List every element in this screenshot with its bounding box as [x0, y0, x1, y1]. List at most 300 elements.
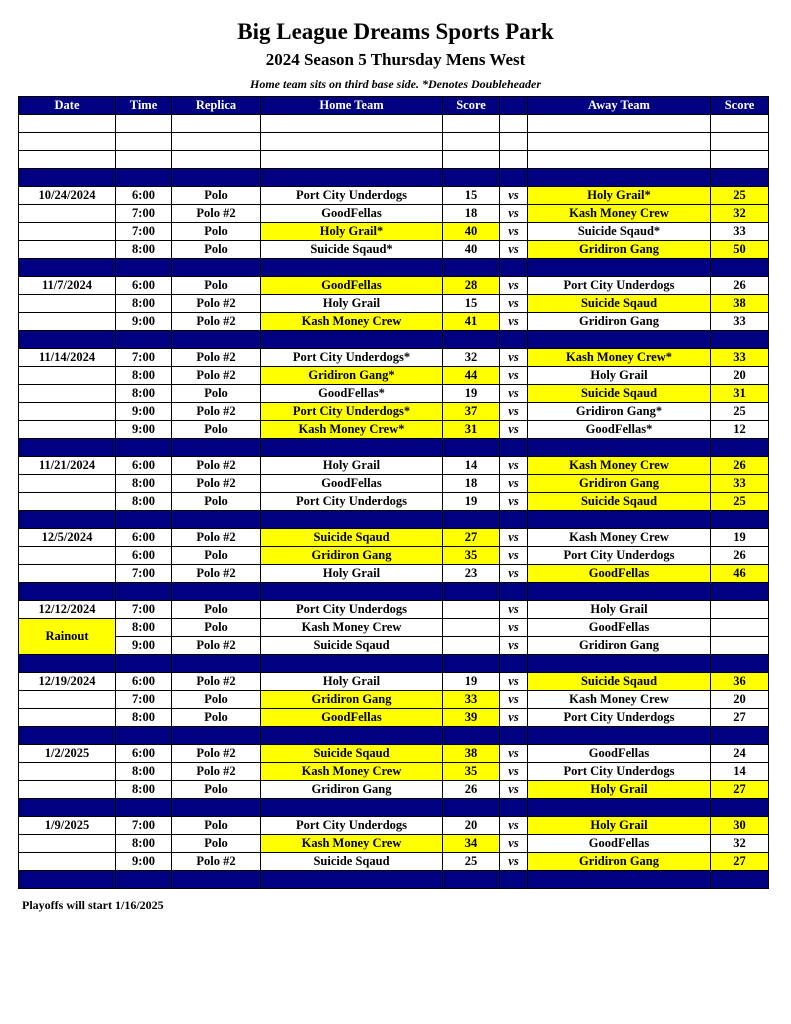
time-cell: 7:00 [116, 817, 172, 835]
separator-cell [261, 727, 443, 745]
game-row [19, 385, 769, 403]
vs-header [500, 97, 528, 115]
home-team-cell: Holy Grail [261, 565, 443, 583]
blank-row [19, 115, 769, 133]
separator-cell [19, 727, 116, 745]
home-score-cell: 38 [443, 745, 500, 763]
away-team-cell: GoodFellas* [528, 421, 711, 439]
away-score-cell: 20 [711, 367, 769, 385]
separator-cell [500, 799, 528, 817]
away-team-cell: Kash Money Crew* [528, 349, 711, 367]
home-score-cell: 32 [443, 349, 500, 367]
away-team-cell: Port City Underdogs [528, 763, 711, 781]
date-cell [19, 295, 116, 313]
time-cell: 6:00 [116, 457, 172, 475]
date-cell [19, 385, 116, 403]
separator-cell [19, 169, 116, 187]
game-row [19, 241, 769, 259]
home-team-cell: Port City Underdogs* [261, 403, 443, 421]
separator-cell [443, 511, 500, 529]
game-row [19, 709, 769, 727]
time-cell: 8:00 [116, 619, 172, 637]
separator-row [19, 259, 769, 277]
blank-cell [443, 133, 500, 151]
separator-cell [116, 511, 172, 529]
vs-cell: vs [500, 187, 528, 205]
home-team-cell: Gridiron Gang [261, 781, 443, 799]
game-row [19, 493, 769, 511]
time-cell: 8:00 [116, 835, 172, 853]
home-team-cell: Gridiron Gang [261, 691, 443, 709]
home-score-cell: 19 [443, 385, 500, 403]
time-cell: 8:00 [116, 781, 172, 799]
date-cell [19, 241, 116, 259]
replica-cell: Polo [172, 781, 261, 799]
home-score-cell [443, 601, 500, 619]
away-score-cell: 19 [711, 529, 769, 547]
blank-cell [261, 151, 443, 169]
away-score-cell: 12 [711, 421, 769, 439]
date-cell [19, 781, 116, 799]
date-cell [19, 367, 116, 385]
replica-cell: Polo [172, 241, 261, 259]
separator-cell [19, 259, 116, 277]
date-cell [19, 205, 116, 223]
home-team-cell: GoodFellas [261, 709, 443, 727]
time-cell: 8:00 [116, 367, 172, 385]
game-row [19, 457, 769, 475]
time-cell: 8:00 [116, 241, 172, 259]
blank-cell [443, 115, 500, 133]
home-team-cell: Holy Grail* [261, 223, 443, 241]
separator-cell [443, 169, 500, 187]
separator-cell [261, 169, 443, 187]
away-team-cell: Port City Underdogs [528, 547, 711, 565]
header-row [19, 97, 769, 115]
separator-cell [528, 169, 711, 187]
replica-cell: Polo #2 [172, 295, 261, 313]
separator-cell [116, 439, 172, 457]
separator-row [19, 871, 769, 889]
away-score-cell: 33 [711, 313, 769, 331]
home-score-cell: 34 [443, 835, 500, 853]
separator-cell [528, 259, 711, 277]
away-team-cell: Holy Grail [528, 367, 711, 385]
separator-cell [172, 169, 261, 187]
replica-cell: Polo #2 [172, 475, 261, 493]
time-cell: 8:00 [116, 475, 172, 493]
rainout-badge: Rainout [19, 619, 116, 655]
home-team-cell: GoodFellas* [261, 385, 443, 403]
vs-cell: vs [500, 637, 528, 655]
away-team-cell: Gridiron Gang [528, 313, 711, 331]
time-cell: 7:00 [116, 205, 172, 223]
away-team-cell: Gridiron Gang* [528, 403, 711, 421]
vs-cell: vs [500, 835, 528, 853]
away-score-cell: 26 [711, 457, 769, 475]
separator-cell [172, 439, 261, 457]
home-team-cell: Kash Money Crew [261, 313, 443, 331]
home-score-cell: 40 [443, 223, 500, 241]
separator-cell [116, 583, 172, 601]
replica-cell: Polo [172, 601, 261, 619]
away-score-cell: 26 [711, 277, 769, 295]
separator-cell [172, 331, 261, 349]
vs-cell: vs [500, 475, 528, 493]
home-score-cell: 44 [443, 367, 500, 385]
blank-cell [19, 133, 116, 151]
vs-cell: vs [500, 367, 528, 385]
blank-row [19, 133, 769, 151]
game-row [19, 421, 769, 439]
game-row [19, 295, 769, 313]
home-team-cell: Kash Money Crew [261, 835, 443, 853]
blank-cell [116, 133, 172, 151]
blank-cell [500, 133, 528, 151]
separator-cell [528, 655, 711, 673]
home-score-cell: 31 [443, 421, 500, 439]
replica-cell: Polo [172, 385, 261, 403]
away-score-cell: 32 [711, 205, 769, 223]
separator-cell [172, 799, 261, 817]
away-team-cell: Kash Money Crew [528, 457, 711, 475]
vs-cell: vs [500, 403, 528, 421]
separator-cell [711, 799, 769, 817]
home-team-cell: Kash Money Crew [261, 619, 443, 637]
away-score-header: Score [711, 97, 769, 115]
blank-cell [528, 151, 711, 169]
away-team-cell: Holy Grail* [528, 187, 711, 205]
separator-cell [711, 439, 769, 457]
replica-cell: Polo [172, 421, 261, 439]
separator-cell [711, 655, 769, 673]
date-cell [19, 853, 116, 871]
replica-cell: Polo [172, 835, 261, 853]
date-cell: 1/9/2025 [19, 817, 116, 835]
replica-cell: Polo #2 [172, 367, 261, 385]
home-team-cell: Port City Underdogs* [261, 349, 443, 367]
home-score-cell: 41 [443, 313, 500, 331]
separator-cell [261, 583, 443, 601]
separator-cell [500, 169, 528, 187]
separator-cell [711, 169, 769, 187]
blank-cell [711, 115, 769, 133]
game-row [19, 367, 769, 385]
away-score-cell: 33 [711, 223, 769, 241]
away-score-cell: 38 [711, 295, 769, 313]
home-team-cell: Holy Grail [261, 457, 443, 475]
away-score-cell: 26 [711, 547, 769, 565]
separator-cell [116, 655, 172, 673]
home-team-header: Home Team [261, 97, 443, 115]
date-cell: 12/19/2024 [19, 673, 116, 691]
replica-cell: Polo #2 [172, 205, 261, 223]
separator-cell [172, 727, 261, 745]
separator-cell [116, 871, 172, 889]
time-cell: 6:00 [116, 547, 172, 565]
separator-cell [500, 871, 528, 889]
vs-cell: vs [500, 763, 528, 781]
date-cell: 11/21/2024 [19, 457, 116, 475]
vs-cell: vs [500, 349, 528, 367]
away-team-cell: Suicide Sqaud [528, 493, 711, 511]
separator-row [19, 169, 769, 187]
date-cell [19, 565, 116, 583]
schedule-table [18, 96, 769, 889]
separator-cell [19, 799, 116, 817]
away-team-cell: Suicide Sqaud [528, 385, 711, 403]
game-row [19, 547, 769, 565]
separator-cell [172, 655, 261, 673]
home-score-cell: 40 [443, 241, 500, 259]
time-cell: 9:00 [116, 637, 172, 655]
away-team-cell: Holy Grail [528, 817, 711, 835]
replica-header: Replica [172, 97, 261, 115]
separator-cell [19, 511, 116, 529]
game-row [19, 205, 769, 223]
date-cell: 1/2/2025 [19, 745, 116, 763]
game-row [19, 745, 769, 763]
separator-cell [500, 583, 528, 601]
away-team-cell: Suicide Sqaud [528, 295, 711, 313]
vs-cell: vs [500, 601, 528, 619]
blank-cell [443, 151, 500, 169]
away-team-cell: GoodFellas [528, 745, 711, 763]
game-row [19, 277, 769, 295]
date-header: Date [19, 97, 116, 115]
vs-cell: vs [500, 223, 528, 241]
home-team-cell: Gridiron Gang* [261, 367, 443, 385]
home-team-cell: Suicide Sqaud [261, 853, 443, 871]
home-score-cell: 18 [443, 205, 500, 223]
separator-cell [443, 331, 500, 349]
home-score-cell: 18 [443, 475, 500, 493]
vs-cell: vs [500, 781, 528, 799]
separator-cell [711, 727, 769, 745]
home-score-cell [443, 637, 500, 655]
separator-cell [443, 259, 500, 277]
separator-cell [116, 259, 172, 277]
time-cell: 9:00 [116, 403, 172, 421]
date-cell: 11/7/2024 [19, 277, 116, 295]
replica-cell: Polo #2 [172, 457, 261, 475]
replica-cell: Polo [172, 817, 261, 835]
playoffs-note: Playoffs will start 1/16/2025 [22, 898, 164, 912]
home-score-cell: 14 [443, 457, 500, 475]
away-score-cell: 25 [711, 403, 769, 421]
replica-cell: Polo #2 [172, 403, 261, 421]
time-cell: 8:00 [116, 385, 172, 403]
home-score-cell: 33 [443, 691, 500, 709]
home-score-cell: 25 [443, 853, 500, 871]
home-team-cell: Port City Underdogs [261, 187, 443, 205]
replica-cell: Polo [172, 277, 261, 295]
home-score-cell: 19 [443, 673, 500, 691]
separator-cell [261, 259, 443, 277]
away-team-cell: Gridiron Gang [528, 241, 711, 259]
away-team-cell: Holy Grail [528, 781, 711, 799]
separator-cell [528, 439, 711, 457]
separator-cell [19, 439, 116, 457]
game-row [19, 475, 769, 493]
away-team-cell: Gridiron Gang [528, 475, 711, 493]
home-team-cell: GoodFellas [261, 205, 443, 223]
separator-cell [500, 331, 528, 349]
blank-cell [528, 115, 711, 133]
blank-cell [172, 133, 261, 151]
away-score-cell: 33 [711, 349, 769, 367]
replica-cell: Polo [172, 187, 261, 205]
replica-cell: Polo #2 [172, 745, 261, 763]
home-score-cell: 35 [443, 763, 500, 781]
separator-cell [528, 583, 711, 601]
separator-cell [443, 583, 500, 601]
separator-cell [172, 583, 261, 601]
vs-cell: vs [500, 817, 528, 835]
away-team-cell: Kash Money Crew [528, 691, 711, 709]
vs-cell: vs [500, 745, 528, 763]
separator-cell [172, 871, 261, 889]
time-cell: 7:00 [116, 349, 172, 367]
replica-cell: Polo [172, 493, 261, 511]
game-row [19, 673, 769, 691]
game-row [19, 817, 769, 835]
home-team-cell: Kash Money Crew* [261, 421, 443, 439]
away-score-cell: 36 [711, 673, 769, 691]
away-score-cell: 20 [711, 691, 769, 709]
time-cell: 9:00 [116, 313, 172, 331]
home-team-cell: Holy Grail [261, 673, 443, 691]
away-score-cell: 27 [711, 853, 769, 871]
away-team-cell: GoodFellas [528, 619, 711, 637]
separator-cell [116, 727, 172, 745]
vs-cell: vs [500, 709, 528, 727]
date-cell: 11/14/2024 [19, 349, 116, 367]
away-score-cell: 46 [711, 565, 769, 583]
replica-cell: Polo #2 [172, 313, 261, 331]
separator-cell [500, 655, 528, 673]
away-score-cell: 50 [711, 241, 769, 259]
time-cell: 8:00 [116, 763, 172, 781]
time-cell: 7:00 [116, 691, 172, 709]
home-score-cell: 23 [443, 565, 500, 583]
away-score-cell: 32 [711, 835, 769, 853]
separator-cell [528, 511, 711, 529]
home-team-cell: Suicide Sqaud* [261, 241, 443, 259]
home-team-cell: Port City Underdogs [261, 601, 443, 619]
home-score-cell: 15 [443, 295, 500, 313]
separator-cell [443, 727, 500, 745]
game-row [19, 223, 769, 241]
away-score-cell [711, 619, 769, 637]
game-row [19, 601, 769, 619]
replica-cell: Polo [172, 547, 261, 565]
away-score-cell: 31 [711, 385, 769, 403]
separator-cell [261, 331, 443, 349]
blank-cell [500, 151, 528, 169]
blank-cell [261, 133, 443, 151]
separator-cell [19, 331, 116, 349]
vs-cell: vs [500, 691, 528, 709]
separator-row [19, 655, 769, 673]
vs-cell: vs [500, 493, 528, 511]
game-row [19, 187, 769, 205]
vs-cell: vs [500, 241, 528, 259]
away-score-cell: 27 [711, 709, 769, 727]
blank-cell [116, 151, 172, 169]
separator-cell [711, 511, 769, 529]
time-cell: 9:00 [116, 421, 172, 439]
time-cell: 7:00 [116, 601, 172, 619]
game-row [19, 691, 769, 709]
separator-row [19, 583, 769, 601]
separator-cell [19, 655, 116, 673]
vs-cell: vs [500, 385, 528, 403]
time-cell: 6:00 [116, 529, 172, 547]
away-team-cell: Port City Underdogs [528, 709, 711, 727]
home-team-cell: Holy Grail [261, 295, 443, 313]
separator-cell [19, 871, 116, 889]
separator-cell [261, 871, 443, 889]
separator-cell [261, 439, 443, 457]
home-score-cell: 35 [443, 547, 500, 565]
away-team-cell: Gridiron Gang [528, 853, 711, 871]
separator-cell [711, 331, 769, 349]
blank-cell [711, 133, 769, 151]
date-cell [19, 223, 116, 241]
home-team-cell: GoodFellas [261, 475, 443, 493]
date-cell [19, 313, 116, 331]
separator-cell [261, 511, 443, 529]
home-team-cell: Port City Underdogs [261, 817, 443, 835]
away-team-cell: Suicide Sqaud* [528, 223, 711, 241]
time-cell: 6:00 [116, 745, 172, 763]
blank-row [19, 151, 769, 169]
time-cell: 7:00 [116, 565, 172, 583]
separator-cell [172, 511, 261, 529]
away-team-cell: Gridiron Gang [528, 637, 711, 655]
home-team-cell: Suicide Sqaud [261, 637, 443, 655]
separator-cell [172, 259, 261, 277]
away-team-cell: GoodFellas [528, 565, 711, 583]
away-team-cell: Port City Underdogs [528, 277, 711, 295]
replica-cell: Polo #2 [172, 529, 261, 547]
separator-cell [261, 799, 443, 817]
time-cell: 6:00 [116, 673, 172, 691]
separator-cell [443, 799, 500, 817]
separator-row [19, 439, 769, 457]
vs-cell: vs [500, 295, 528, 313]
home-score-cell: 20 [443, 817, 500, 835]
vs-cell: vs [500, 565, 528, 583]
separator-cell [711, 583, 769, 601]
game-row [19, 313, 769, 331]
date-cell: 12/5/2024 [19, 529, 116, 547]
game-row [19, 763, 769, 781]
replica-cell: Polo [172, 709, 261, 727]
separator-cell [443, 871, 500, 889]
separator-row [19, 727, 769, 745]
separator-row [19, 799, 769, 817]
vs-cell: vs [500, 547, 528, 565]
replica-cell: Polo #2 [172, 853, 261, 871]
date-cell [19, 421, 116, 439]
blank-cell [528, 133, 711, 151]
away-score-cell: 25 [711, 493, 769, 511]
game-row [19, 565, 769, 583]
blank-cell [19, 115, 116, 133]
away-team-cell: GoodFellas [528, 835, 711, 853]
